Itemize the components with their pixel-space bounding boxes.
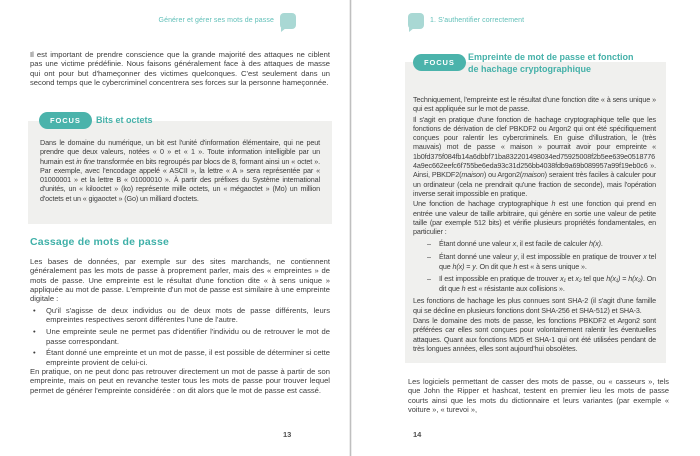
section-outro-paragraph: En pratique, on ne peut donc pas retrouver directement un mot de passe à partir de son empreinte, mais on peut en revanche tester tous les mots de passe pour trouver lequel permet de générer l'empreinte considérée : on dit alors que le mot de passe est cassé. bbox=[30, 367, 330, 395]
list-item: – Il est impossible en pratique de trouver x₁ et x₂ tel que h(x₁) = h(x₂). On dit que h est « résistante aux collisions ». bbox=[427, 274, 656, 293]
focus-box-empreinte bbox=[405, 52, 666, 363]
focus-paragraph: Une fonction de hachage cryptographique h est une fonction qui prend en entrée une valeur de taille arbitraire, qui génère en sortie une valeur de petite taille (par exemple 512 bits) et vérifie plusieurs propriétés fondamentales, en particulier : bbox=[413, 199, 656, 237]
left-running-head-title: Générer et gérer ses mots de passe bbox=[158, 17, 274, 24]
page-number-left: 13 bbox=[283, 430, 292, 439]
left-bullet-list bbox=[30, 306, 330, 370]
dash-marker: – bbox=[427, 252, 431, 262]
left-intro-paragraph: Il est important de prendre conscience que la grande majorité des attaques ne ciblent pas une victime prédéfinie. Nous faisons généralement face à des attaques de masse qui ont pour but d'hameçonner des victimes quelconques. C'est seulement dans un second temps que le cybercriminel concentrera ses forces sur la personne hameçonnée. bbox=[30, 50, 330, 88]
list-item: • Étant donné une empreinte et un mot de passe, il est possible de déterminer si cette empreinte provient de celui-ci. bbox=[30, 348, 330, 367]
section-intro-paragraph: Les bases de données, par exemple sur des sites marchands, ne contiennent généralement pas les mots de passe à proprement parler, mais des « empreintes » de mots de passe. Une empreinte est le résultat d'une fonction dite « à sens unique » appliquée au mot de passe. L'empreinte d'un mot de passe est similaire à une empreinte digitale : bbox=[30, 257, 330, 304]
left-running-head bbox=[30, 12, 296, 29]
chapter-bubble-icon bbox=[408, 13, 424, 29]
bullet-marker: • bbox=[33, 348, 36, 358]
focus-title: Bits et octets bbox=[96, 115, 153, 125]
right-running-head-title: 1. S'authentifier correctement bbox=[430, 17, 525, 24]
focus-body: Dans le domaine du numérique, un bit est l'unité d'information élémentaire, qui ne peut prendre que deux valeurs, notées « 0 » et « 1 ». Toute information intelligible par un humain est in fine transformée en bits regroupés par blocs de 8, formant ainsi un « octet ». Par exemple, avec l'encodage appelé « ASCII », la lettre « A » sera représentée par « 01000001 » et la lettre B « 01000010 ». À partir des préfixes du Système international d'unités, un « kilooctet » (ko) représente mille octets, un « mégaoctet » (Mo) un million d'octets et un « gigaoctet » (Go) un milliard d'octets. bbox=[40, 138, 320, 203]
focus-body bbox=[405, 62, 666, 353]
page-number-right: 14 bbox=[413, 430, 422, 439]
dash-marker: – bbox=[427, 274, 431, 284]
focus-badge: FOCUS bbox=[39, 112, 92, 129]
list-item: • Une empreinte seule ne permet pas d'identifier l'individu ou de retrouver le mot de passe correspondant. bbox=[30, 327, 330, 346]
focus-paragraph: Techniquement, l'empreinte est le résultat d'une fonction dite « à sens unique » qui est appliquée sur le mot de passe. bbox=[413, 95, 656, 114]
dash-marker: – bbox=[427, 239, 431, 249]
page-right bbox=[351, 0, 700, 456]
page-left bbox=[0, 0, 349, 456]
chapter-bubble-icon bbox=[280, 13, 296, 29]
list-item: – Étant donné une valeur y, il est impossible en pratique de trouver x tel que h(x) = y. On dit que h est « à sens unique ». bbox=[427, 252, 656, 271]
right-outro-paragraph: Les logiciels permettant de casser des mots de passe, ou « casseurs », tels que John the Ripper et hashcat, testent en premier lieu les mots de passe courts ainsi que les mots du dictionnaire et leurs variantes (par exemple « voiture », « turevoi », bbox=[408, 377, 669, 415]
list-item: • Qu'il s'agisse de deux individus ou de deux mots de passe différents, leurs empreintes respectives seront différentes l'une de l'autre. bbox=[30, 306, 330, 325]
focus-badge: FOCUS bbox=[413, 54, 466, 71]
page-seam-divider bbox=[350, 0, 351, 456]
section-title: Cassage de mots de passe bbox=[30, 236, 170, 248]
bullet-marker: • bbox=[33, 306, 36, 315]
focus-box-bits-octets bbox=[28, 115, 332, 224]
focus-paragraph: Dans le domaine des mots de passe, les fonctions PBKDF2 et Argon2 sont préférées car elles sont conçues pour volontairement ralentir les éventuelles attaques. Quant aux fonctions MD5 et SHA-1 qui ont été utilisées pendant de très longues années, elles sont aujourd'hui obsolètes. bbox=[413, 316, 656, 353]
right-dash-list bbox=[413, 239, 656, 292]
list-item: – Étant donné une valeur x, il est facile de calculer h(x). bbox=[427, 239, 603, 249]
focus-title: Empreinte de mot de passe et fonction de hachage cryptographique bbox=[468, 52, 634, 74]
bullet-marker: • bbox=[33, 327, 36, 337]
right-running-head bbox=[408, 12, 680, 29]
focus-paragraph: Les fonctions de hachage les plus connues sont SHA-2 (il s'agit d'une famille qui se décline en plusieurs fonctions dont SHA-256 et SHA-512) et SHA-3. bbox=[413, 296, 656, 315]
focus-paragraph: Il s'agit en pratique d'une fonction de hachage cryptographique telle que les fonctions de dérivation de clef PBKDF2 ou Argon2 qui ont été spécifiquement conçues pour ralentir les cybercriminels. En guise d'illustration, le (très mauvais) mot de passe « maison » pourrait avoir pour empreinte « 1b0fd375f084fb14a6dbbf71ba832201498034ed75925008f2b5ee639e05187764a9ec662eefc6f755be6eda93c31d256bb4038fdb9a69b089957a99f19eb0c6 ». Ainsi, PBKDF2(maison) ou Argon2(maison) seraient très faciles à calculer pour un ordinateur (cela ne prendrait qu'une fraction de seconde), mais l'opération inverse serait impossible en pratique. bbox=[413, 114, 656, 198]
